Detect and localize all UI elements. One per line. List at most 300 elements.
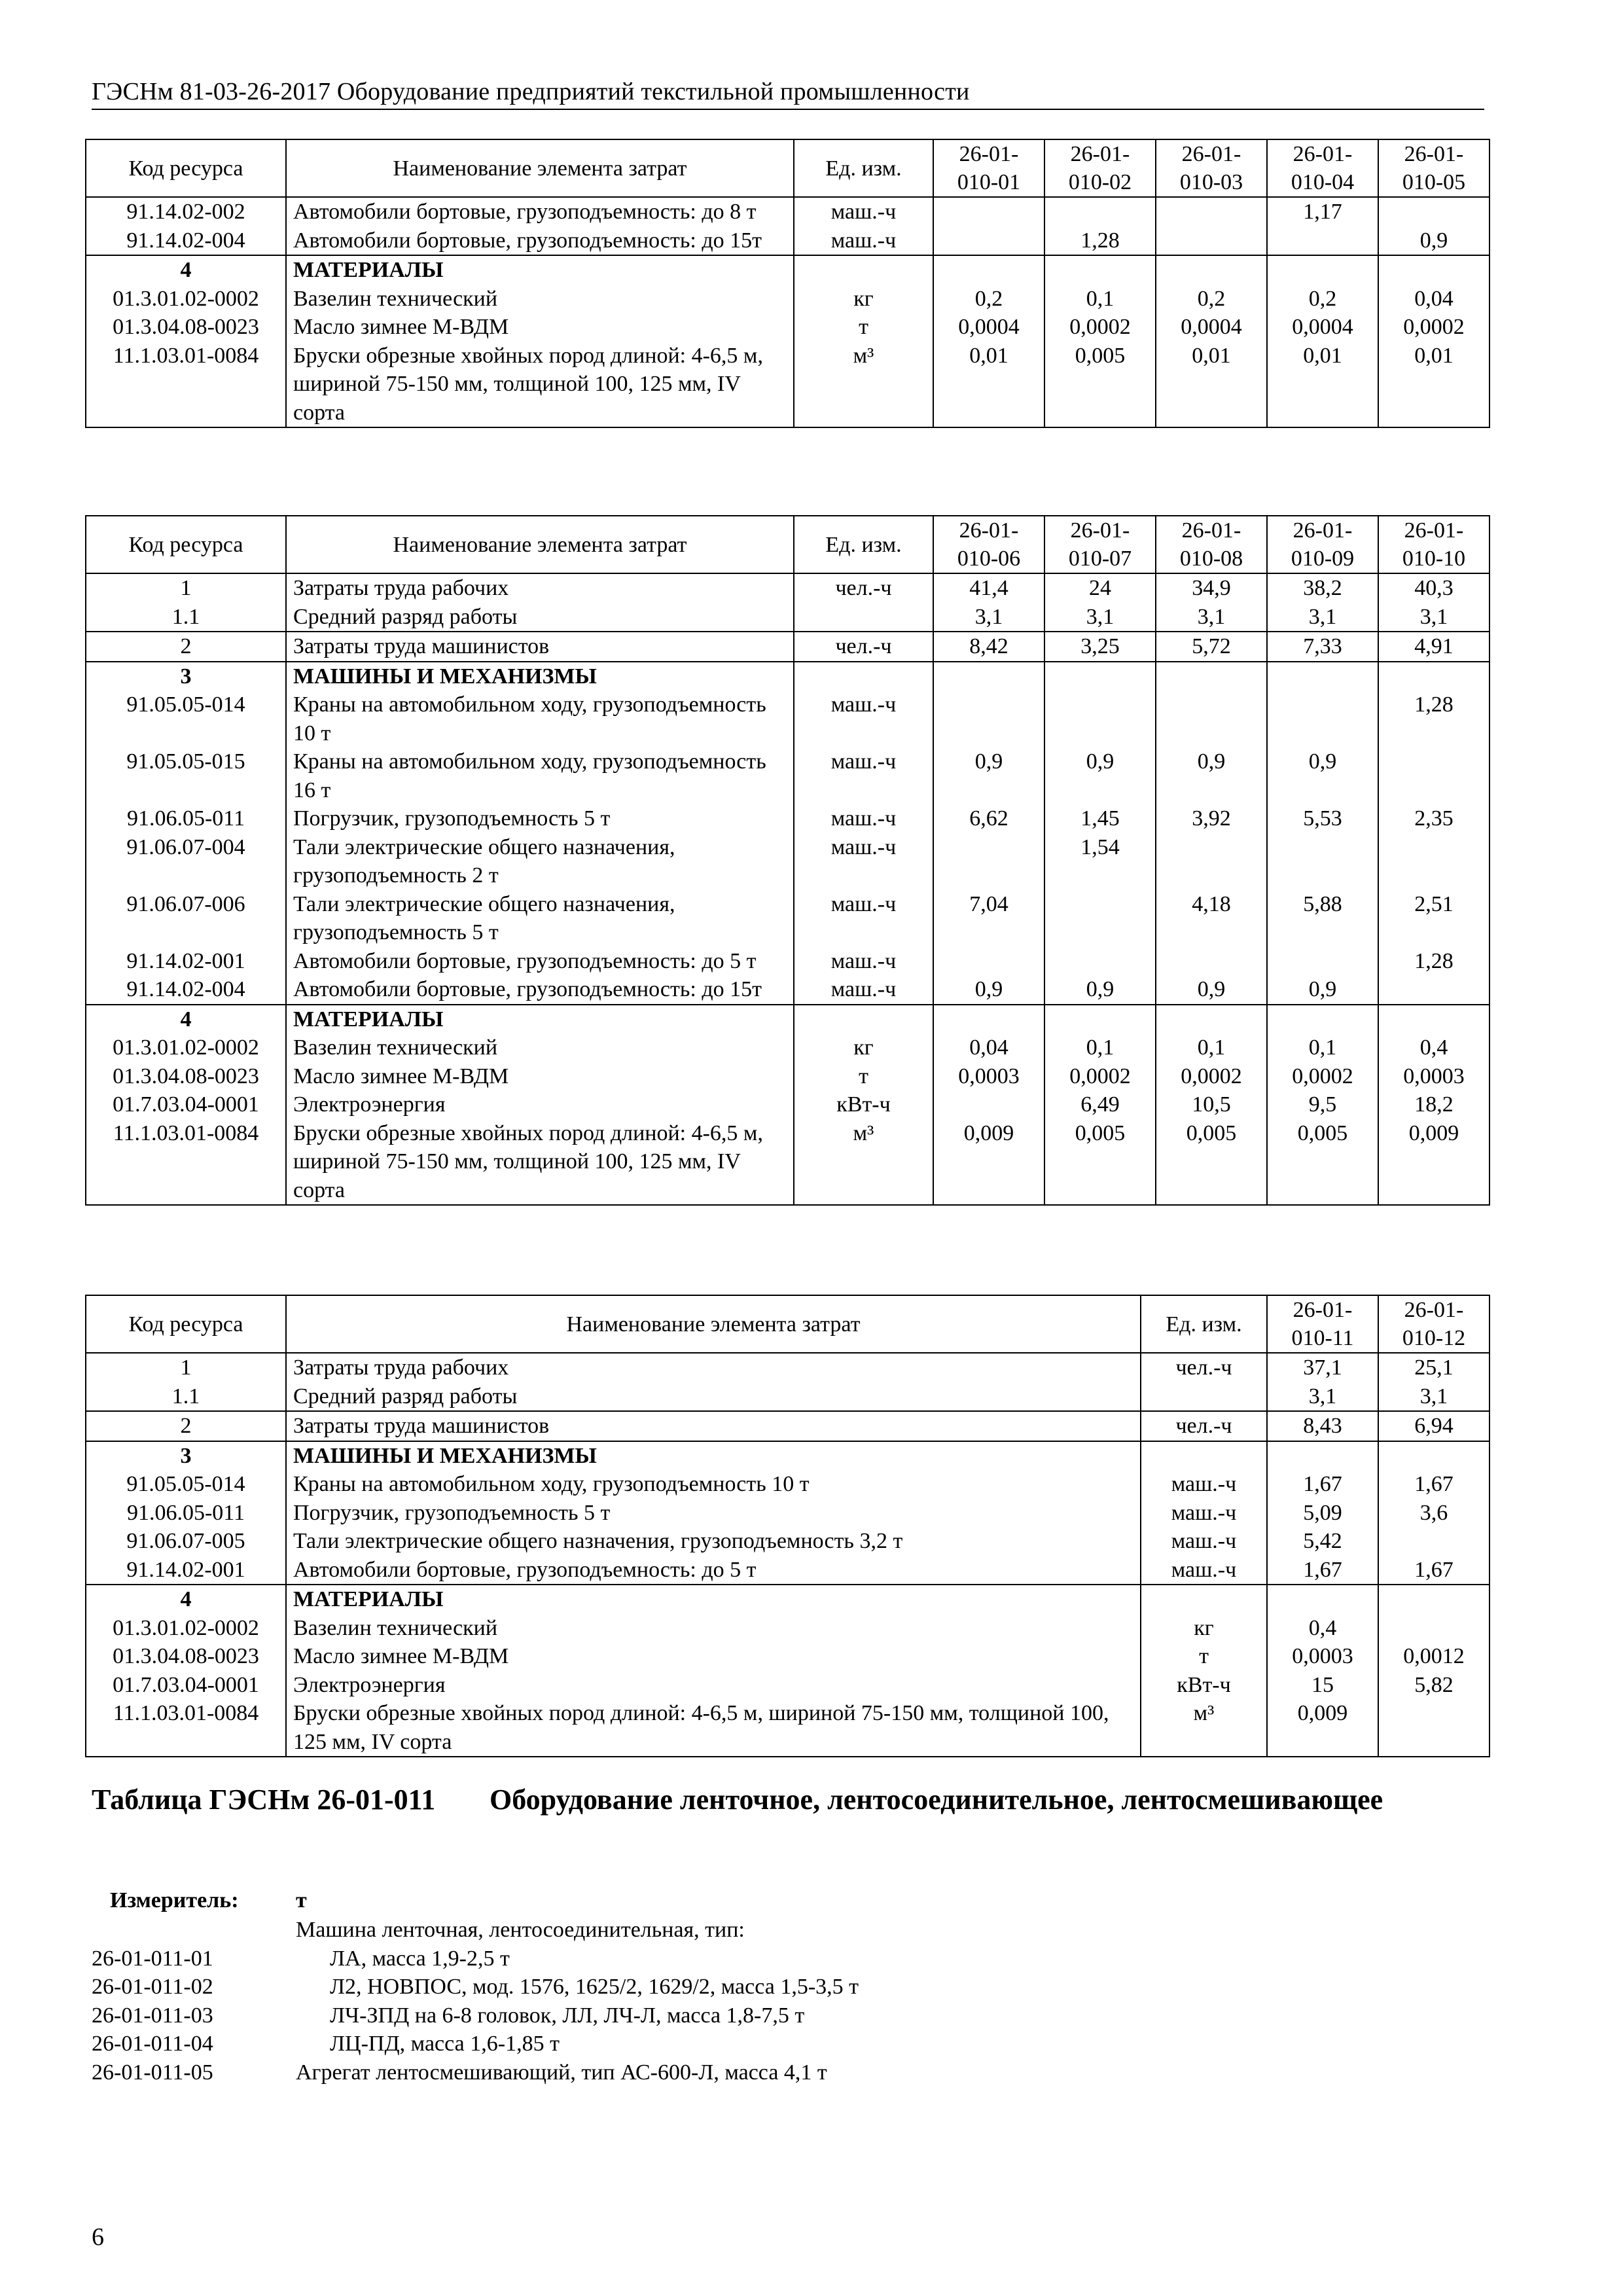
cell-name: Затраты труда машинистов xyxy=(286,1411,1141,1441)
cell-value: 0,0002 xyxy=(1378,313,1489,342)
cell-code: 01.3.04.08-0023 xyxy=(86,1062,286,1091)
cell-value: 4,91 xyxy=(1378,632,1489,662)
table-row xyxy=(86,632,1489,662)
cell-name: Вазелин технический xyxy=(286,1614,1141,1643)
cell-value xyxy=(1267,226,1378,256)
table-header-row xyxy=(86,139,1489,197)
cell-value: 5,42 xyxy=(1267,1527,1378,1556)
header-name: Наименование элемента затрат xyxy=(286,516,794,573)
cell-code: 4 xyxy=(86,1005,286,1034)
table-row xyxy=(86,1005,1489,1034)
cell-name: Бруски обрезные хвойных пород длиной: 4-6,5 м, шириной 75-150 мм, толщиной 100, 125 мм, IV сорта xyxy=(286,342,794,428)
cell-value: 0,04 xyxy=(933,1033,1044,1062)
cell-unit: т xyxy=(794,313,933,342)
table-row xyxy=(86,1527,1489,1556)
cell-value xyxy=(933,255,1044,285)
cell-value: 8,43 xyxy=(1267,1411,1378,1441)
cell-value: 1,28 xyxy=(1378,691,1489,747)
cell-value: 0,005 xyxy=(1267,1119,1378,1206)
cell-code: 11.1.03.01-0084 xyxy=(86,1699,286,1757)
cell-value xyxy=(1156,833,1267,890)
cell-unit: маш.-ч xyxy=(794,691,933,747)
cell-value: 0,0002 xyxy=(1156,1062,1267,1091)
cell-name: Масло зимнее М-ВДМ xyxy=(286,1642,1141,1671)
work-description-list xyxy=(92,1916,859,2087)
cell-value xyxy=(1267,833,1378,890)
cell-code: 3 xyxy=(86,662,286,691)
cell-value: 10,5 xyxy=(1156,1090,1267,1119)
cell-unit xyxy=(1141,1382,1267,1412)
header-code: Код ресурса xyxy=(86,1295,286,1353)
cell-unit: кВт-ч xyxy=(1141,1671,1267,1700)
cell-value xyxy=(1378,1527,1489,1556)
description-intro: Машина ленточная, лентосоединительная, тип: xyxy=(296,1918,745,1942)
cell-name: Тали электрические общего назначения, грузоподъемность 2 т xyxy=(286,833,794,890)
table-caption: Оборудование ленточное, лентосоединительное, лентосмешивающее xyxy=(490,1784,1383,1816)
table-row xyxy=(86,747,1489,804)
cell-unit: чел.-ч xyxy=(794,573,933,603)
cell-value xyxy=(1378,1005,1489,1034)
cell-value: 0,005 xyxy=(1044,1119,1156,1206)
cell-name: Погрузчик, грузоподъемность 5 т xyxy=(286,1499,1141,1528)
table-row xyxy=(86,313,1489,342)
cell-value: 5,72 xyxy=(1156,632,1267,662)
cell-value: 38,2 xyxy=(1267,573,1378,603)
cell-value: 3,6 xyxy=(1378,1499,1489,1528)
table-row xyxy=(86,1671,1489,1700)
cell-unit: маш.-ч xyxy=(1141,1470,1267,1499)
cell-unit: маш.-ч xyxy=(794,197,933,226)
cell-value xyxy=(1267,1585,1378,1614)
header-col: 26-01-010-07 xyxy=(1044,516,1156,573)
cell-value: 0,01 xyxy=(933,342,1044,428)
cell-value: 0,9 xyxy=(1378,226,1489,256)
cell-name: Электроэнергия xyxy=(286,1090,794,1119)
cell-value: 1,28 xyxy=(1044,226,1156,256)
cell-value: 1,67 xyxy=(1378,1556,1489,1585)
table-row xyxy=(86,1642,1489,1671)
header-unit: Ед. изм. xyxy=(794,139,933,197)
table-row xyxy=(86,226,1489,256)
cell-name: Краны на автомобильном ходу, грузоподъемность 10 т xyxy=(286,1470,1141,1499)
cell-code: 91.06.05-011 xyxy=(86,804,286,833)
cell-value xyxy=(1156,255,1267,285)
cell-value xyxy=(1156,226,1267,256)
cell-value: 3,25 xyxy=(1044,632,1156,662)
cell-code: 91.06.07-006 xyxy=(86,890,286,947)
cell-value xyxy=(1044,662,1156,691)
cell-unit: м³ xyxy=(794,342,933,428)
header-col: 26-01-010-12 xyxy=(1378,1295,1489,1353)
cell-value: 24 xyxy=(1044,573,1156,603)
table-row xyxy=(86,573,1489,603)
cell-value: 0,9 xyxy=(1044,747,1156,804)
cell-value: 0,9 xyxy=(1156,975,1267,1005)
cell-value xyxy=(1156,691,1267,747)
header-code: Код ресурса xyxy=(86,516,286,573)
cell-name: Затраты труда машинистов xyxy=(286,632,794,662)
cell-value: 37,1 xyxy=(1267,1353,1378,1382)
cell-unit: маш.-ч xyxy=(1141,1556,1267,1585)
cell-value: 0,0002 xyxy=(1267,1062,1378,1091)
cell-value: 4,18 xyxy=(1156,890,1267,947)
cell-code: 91.06.05-011 xyxy=(86,1499,286,1528)
cell-code: 91.05.05-015 xyxy=(86,747,286,804)
cell-value: 5,88 xyxy=(1267,890,1378,947)
cell-unit: кг xyxy=(794,285,933,314)
table-row xyxy=(86,1556,1489,1585)
cell-value xyxy=(1156,1005,1267,1034)
cell-value xyxy=(1378,747,1489,804)
resource-table-3 xyxy=(85,1295,1490,1757)
cell-value: 0,9 xyxy=(933,975,1044,1005)
table-row xyxy=(86,1699,1489,1757)
cell-value: 0,0003 xyxy=(1378,1062,1489,1091)
cell-name: Затраты труда рабочих xyxy=(286,573,794,603)
cell-name: Средний разряд работы xyxy=(286,1382,1141,1412)
cell-value: 0,009 xyxy=(1378,1119,1489,1206)
cell-value: 0,01 xyxy=(1378,342,1489,428)
page-header-title: ГЭСНм 81-03-26-2017 Оборудование предприятий текстильной промышленности xyxy=(92,78,970,105)
cell-value xyxy=(1267,947,1378,976)
table-row xyxy=(86,1499,1489,1528)
cell-value: 0,1 xyxy=(1044,1033,1156,1062)
cell-name: Тали электрические общего назначения, грузоподъемность 5 т xyxy=(286,890,794,947)
header-name: Наименование элемента затрат xyxy=(286,139,794,197)
cell-code: 91.14.02-001 xyxy=(86,1556,286,1585)
cell-value: 0,2 xyxy=(1156,285,1267,314)
cell-value: 1,67 xyxy=(1267,1470,1378,1499)
cell-value xyxy=(1156,662,1267,691)
cell-value: 40,3 xyxy=(1378,573,1489,603)
cell-value xyxy=(933,833,1044,890)
cell-name: Вазелин технический xyxy=(286,285,794,314)
header-rule xyxy=(92,109,1484,110)
cell-unit: чел.-ч xyxy=(1141,1353,1267,1382)
cell-code: 1.1 xyxy=(86,603,286,632)
cell-code: 01.3.01.02-0002 xyxy=(86,285,286,314)
table-row xyxy=(86,1411,1489,1441)
header-col: 26-01-010-06 xyxy=(933,516,1044,573)
list-item xyxy=(92,2001,859,2030)
cell-value: 0,9 xyxy=(1267,747,1378,804)
cell-value: 3,1 xyxy=(1267,1382,1378,1412)
cell-value xyxy=(1378,1699,1489,1757)
cell-unit xyxy=(794,1005,933,1034)
cell-value: 5,53 xyxy=(1267,804,1378,833)
cell-code: 1 xyxy=(86,1353,286,1382)
cell-code: 2 xyxy=(86,1411,286,1441)
cell-name: МАТЕРИАЛЫ xyxy=(286,1005,794,1034)
cell-value: 0,1 xyxy=(1267,1033,1378,1062)
cell-value: 1,45 xyxy=(1044,804,1156,833)
cell-code: 91.14.02-001 xyxy=(86,947,286,976)
cell-value: 1,28 xyxy=(1378,947,1489,976)
cell-value: 3,1 xyxy=(1378,603,1489,632)
cell-value xyxy=(1267,1005,1378,1034)
cell-value xyxy=(933,1005,1044,1034)
cell-unit: маш.-ч xyxy=(794,975,933,1005)
cell-value: 5,09 xyxy=(1267,1499,1378,1528)
cell-unit: чел.-ч xyxy=(794,632,933,662)
table-row xyxy=(86,691,1489,747)
list-item xyxy=(92,1973,859,2001)
cell-value: 0,0003 xyxy=(1267,1642,1378,1671)
cell-code: 4 xyxy=(86,1585,286,1614)
cell-value: 9,5 xyxy=(1267,1090,1378,1119)
cell-value xyxy=(1267,662,1378,691)
cell-value: 0,9 xyxy=(933,747,1044,804)
header-col: 26-01-010-08 xyxy=(1156,516,1267,573)
cell-unit: маш.-ч xyxy=(794,833,933,890)
cell-value: 3,1 xyxy=(1156,603,1267,632)
cell-value: 0,0003 xyxy=(933,1062,1044,1091)
cell-value: 0,005 xyxy=(1044,342,1156,428)
table-row xyxy=(86,833,1489,890)
table-row xyxy=(86,947,1489,976)
cell-value: 1,54 xyxy=(1044,833,1156,890)
cell-value xyxy=(1044,947,1156,976)
meter-label: Измеритель: xyxy=(110,1888,239,1912)
header-col: 26-01-010-05 xyxy=(1378,139,1489,197)
cell-value: 0,4 xyxy=(1378,1033,1489,1062)
cell-value xyxy=(1267,691,1378,747)
cell-name: Автомобили бортовые, грузоподъемность: до 8 т xyxy=(286,197,794,226)
item-code: 26-01-011-04 xyxy=(92,2032,213,2056)
cell-value: 8,42 xyxy=(933,632,1044,662)
cell-value: 1,17 xyxy=(1267,197,1378,226)
cell-name: Бруски обрезные хвойных пород длиной: 4-6,5 м, шириной 75-150 мм, толщиной 100, 125 мм, IV сорта xyxy=(286,1699,1141,1757)
table-row xyxy=(86,603,1489,632)
cell-code: 01.3.04.08-0023 xyxy=(86,313,286,342)
cell-value: 6,62 xyxy=(933,804,1044,833)
cell-value xyxy=(1378,833,1489,890)
cell-unit: маш.-ч xyxy=(794,226,933,256)
cell-value: 0,0004 xyxy=(1267,313,1378,342)
cell-unit xyxy=(1141,1441,1267,1471)
cell-value: 0,04 xyxy=(1378,285,1489,314)
cell-value xyxy=(1378,1614,1489,1643)
cell-unit: кВт-ч xyxy=(794,1090,933,1119)
cell-value xyxy=(1378,1585,1489,1614)
cell-unit: маш.-ч xyxy=(794,747,933,804)
cell-name: МАТЕРИАЛЫ xyxy=(286,1585,1141,1614)
header-col: 26-01-010-02 xyxy=(1044,139,1156,197)
list-item xyxy=(92,2058,859,2087)
cell-name: Автомобили бортовые, грузоподъемность: до 5 т xyxy=(286,947,794,976)
item-code: 26-01-011-01 xyxy=(92,1946,213,1971)
cell-code: 01.7.03.04-0001 xyxy=(86,1671,286,1700)
cell-code: 91.06.07-005 xyxy=(86,1527,286,1556)
cell-value: 1,67 xyxy=(1267,1556,1378,1585)
cell-unit xyxy=(1141,1585,1267,1614)
cell-value xyxy=(1267,1441,1378,1471)
cell-value xyxy=(1044,197,1156,226)
table-row xyxy=(86,285,1489,314)
header-unit: Ед. изм. xyxy=(794,516,933,573)
cell-value: 6,94 xyxy=(1378,1411,1489,1441)
cell-name: МАШИНЫ И МЕХАНИЗМЫ xyxy=(286,662,794,691)
resource-table-2 xyxy=(85,515,1490,1206)
cell-value xyxy=(1378,1441,1489,1471)
cell-name: Масло зимнее М-ВДМ xyxy=(286,313,794,342)
header-code: Код ресурса xyxy=(86,139,286,197)
cell-value: 0,1 xyxy=(1156,1033,1267,1062)
cell-value xyxy=(1044,255,1156,285)
cell-value xyxy=(933,947,1044,976)
table-row xyxy=(86,1441,1489,1471)
cell-value: 41,4 xyxy=(933,573,1044,603)
cell-code: 11.1.03.01-0084 xyxy=(86,1119,286,1206)
table-row xyxy=(86,975,1489,1005)
table-row xyxy=(86,1119,1489,1206)
cell-name: Вазелин технический xyxy=(286,1033,794,1062)
cell-value: 3,1 xyxy=(1267,603,1378,632)
table-row xyxy=(86,890,1489,947)
cell-value: 1,67 xyxy=(1378,1470,1489,1499)
table-row xyxy=(86,342,1489,428)
cell-value: 0,009 xyxy=(933,1119,1044,1206)
cell-value: 0,01 xyxy=(1156,342,1267,428)
cell-unit: кг xyxy=(794,1033,933,1062)
table-header-row xyxy=(86,1295,1489,1353)
cell-value xyxy=(1267,255,1378,285)
cell-name: Автомобили бортовые, грузоподъемность: до 5 т xyxy=(286,1556,1141,1585)
table-heading: Таблица ГЭСНм 26-01-011 xyxy=(92,1784,436,1816)
cell-code: 01.3.04.08-0023 xyxy=(86,1642,286,1671)
cell-value xyxy=(1044,890,1156,947)
cell-value: 0,9 xyxy=(1156,747,1267,804)
table-row xyxy=(86,255,1489,285)
cell-value xyxy=(933,662,1044,691)
cell-value: 0,0002 xyxy=(1044,1062,1156,1091)
cell-name: Автомобили бортовые, грузоподъемность: до 15т xyxy=(286,226,794,256)
cell-unit: маш.-ч xyxy=(794,804,933,833)
cell-code: 2 xyxy=(86,632,286,662)
cell-value: 18,2 xyxy=(1378,1090,1489,1119)
cell-unit: маш.-ч xyxy=(1141,1499,1267,1528)
cell-value: 25,1 xyxy=(1378,1353,1489,1382)
cell-unit: маш.-ч xyxy=(794,890,933,947)
cell-value xyxy=(1378,975,1489,1005)
cell-value xyxy=(1044,691,1156,747)
cell-name: Средний разряд работы xyxy=(286,603,794,632)
table-row xyxy=(86,1585,1489,1614)
cell-code: 01.3.01.02-0002 xyxy=(86,1033,286,1062)
cell-value: 2,51 xyxy=(1378,890,1489,947)
header-name: Наименование элемента затрат xyxy=(286,1295,1141,1353)
list-item xyxy=(92,2030,859,2058)
item-code: 26-01-011-02 xyxy=(92,1975,213,1999)
item-text: ЛА, масса 1,9-2,5 т xyxy=(330,1946,510,1971)
cell-value: 7,33 xyxy=(1267,632,1378,662)
cell-value: 3,1 xyxy=(1378,1382,1489,1412)
table-row xyxy=(86,804,1489,833)
header-col: 26-01-010-11 xyxy=(1267,1295,1378,1353)
cell-name: Погрузчик, грузоподъемность 5 т xyxy=(286,804,794,833)
cell-code: 4 xyxy=(86,255,286,285)
cell-unit: т xyxy=(1141,1642,1267,1671)
cell-name: Электроэнергия xyxy=(286,1671,1141,1700)
cell-code: 91.14.02-002 xyxy=(86,197,286,226)
cell-code: 91.05.05-014 xyxy=(86,691,286,747)
cell-value: 3,1 xyxy=(933,603,1044,632)
cell-unit: чел.-ч xyxy=(1141,1411,1267,1441)
cell-value: 0,0002 xyxy=(1044,313,1156,342)
header-unit: Ед. изм. xyxy=(1141,1295,1267,1353)
cell-code: 1.1 xyxy=(86,1382,286,1412)
cell-code: 01.7.03.04-0001 xyxy=(86,1090,286,1119)
cell-value: 0,2 xyxy=(1267,285,1378,314)
cell-name: Краны на автомобильном ходу, грузоподъемность 16 т xyxy=(286,747,794,804)
cell-value: 0,0012 xyxy=(1378,1642,1489,1671)
cell-code: 11.1.03.01-0084 xyxy=(86,342,286,428)
cell-value: 2,35 xyxy=(1378,804,1489,833)
cell-unit xyxy=(794,662,933,691)
cell-code: 91.06.07-004 xyxy=(86,833,286,890)
cell-name: Автомобили бортовые, грузоподъемность: до 15т xyxy=(286,975,794,1005)
cell-value: 3,92 xyxy=(1156,804,1267,833)
page-number: 6 xyxy=(92,2223,104,2251)
header-col: 26-01-010-10 xyxy=(1378,516,1489,573)
cell-code: 91.05.05-014 xyxy=(86,1470,286,1499)
cell-name: Масло зимнее М-ВДМ xyxy=(286,1062,794,1091)
cell-name: Бруски обрезные хвойных пород длиной: 4-6,5 м, шириной 75-150 мм, толщиной 100, 125 мм, IV сорта xyxy=(286,1119,794,1206)
cell-value xyxy=(1156,197,1267,226)
table-row xyxy=(86,1614,1489,1643)
cell-unit: м³ xyxy=(794,1119,933,1206)
cell-unit xyxy=(794,255,933,285)
cell-value xyxy=(1378,255,1489,285)
cell-name: МАТЕРИАЛЫ xyxy=(286,255,794,285)
cell-name: Затраты труда рабочих xyxy=(286,1353,1141,1382)
table-row xyxy=(86,197,1489,226)
cell-name: МАШИНЫ И МЕХАНИЗМЫ xyxy=(286,1441,1141,1471)
cell-code: 01.3.01.02-0002 xyxy=(86,1614,286,1643)
item-text: Л2, НОВПОС, мод. 1576, 1625/2, 1629/2, масса 1,5-3,5 т xyxy=(330,1975,859,1999)
cell-value xyxy=(933,197,1044,226)
header-col: 26-01-010-03 xyxy=(1156,139,1267,197)
item-text: Агрегат лентосмешивающий, тип АС-600-Л, масса 4,1 т xyxy=(296,2060,827,2085)
table-row xyxy=(86,1470,1489,1499)
cell-value: 5,82 xyxy=(1378,1671,1489,1700)
header-col: 26-01-010-09 xyxy=(1267,516,1378,573)
cell-value: 0,0004 xyxy=(1156,313,1267,342)
table-row xyxy=(86,1353,1489,1382)
item-code: 26-01-011-05 xyxy=(92,2060,213,2085)
cell-value: 34,9 xyxy=(1156,573,1267,603)
cell-value xyxy=(1378,662,1489,691)
table-row xyxy=(86,1090,1489,1119)
table-row xyxy=(86,1033,1489,1062)
cell-code: 1 xyxy=(86,573,286,603)
cell-value: 0,009 xyxy=(1267,1699,1378,1757)
cell-value: 0,1 xyxy=(1044,285,1156,314)
cell-unit: маш.-ч xyxy=(1141,1527,1267,1556)
cell-unit xyxy=(794,603,933,632)
list-item xyxy=(92,1945,859,1973)
table-row xyxy=(86,1382,1489,1412)
table-row xyxy=(86,662,1489,691)
cell-value xyxy=(1378,197,1489,226)
header-col: 26-01-010-04 xyxy=(1267,139,1378,197)
table-row xyxy=(86,1062,1489,1091)
cell-value: 0,2 xyxy=(933,285,1044,314)
meter-unit: т xyxy=(296,1888,307,1912)
cell-value xyxy=(933,226,1044,256)
cell-value xyxy=(933,1090,1044,1119)
cell-value xyxy=(1044,1005,1156,1034)
